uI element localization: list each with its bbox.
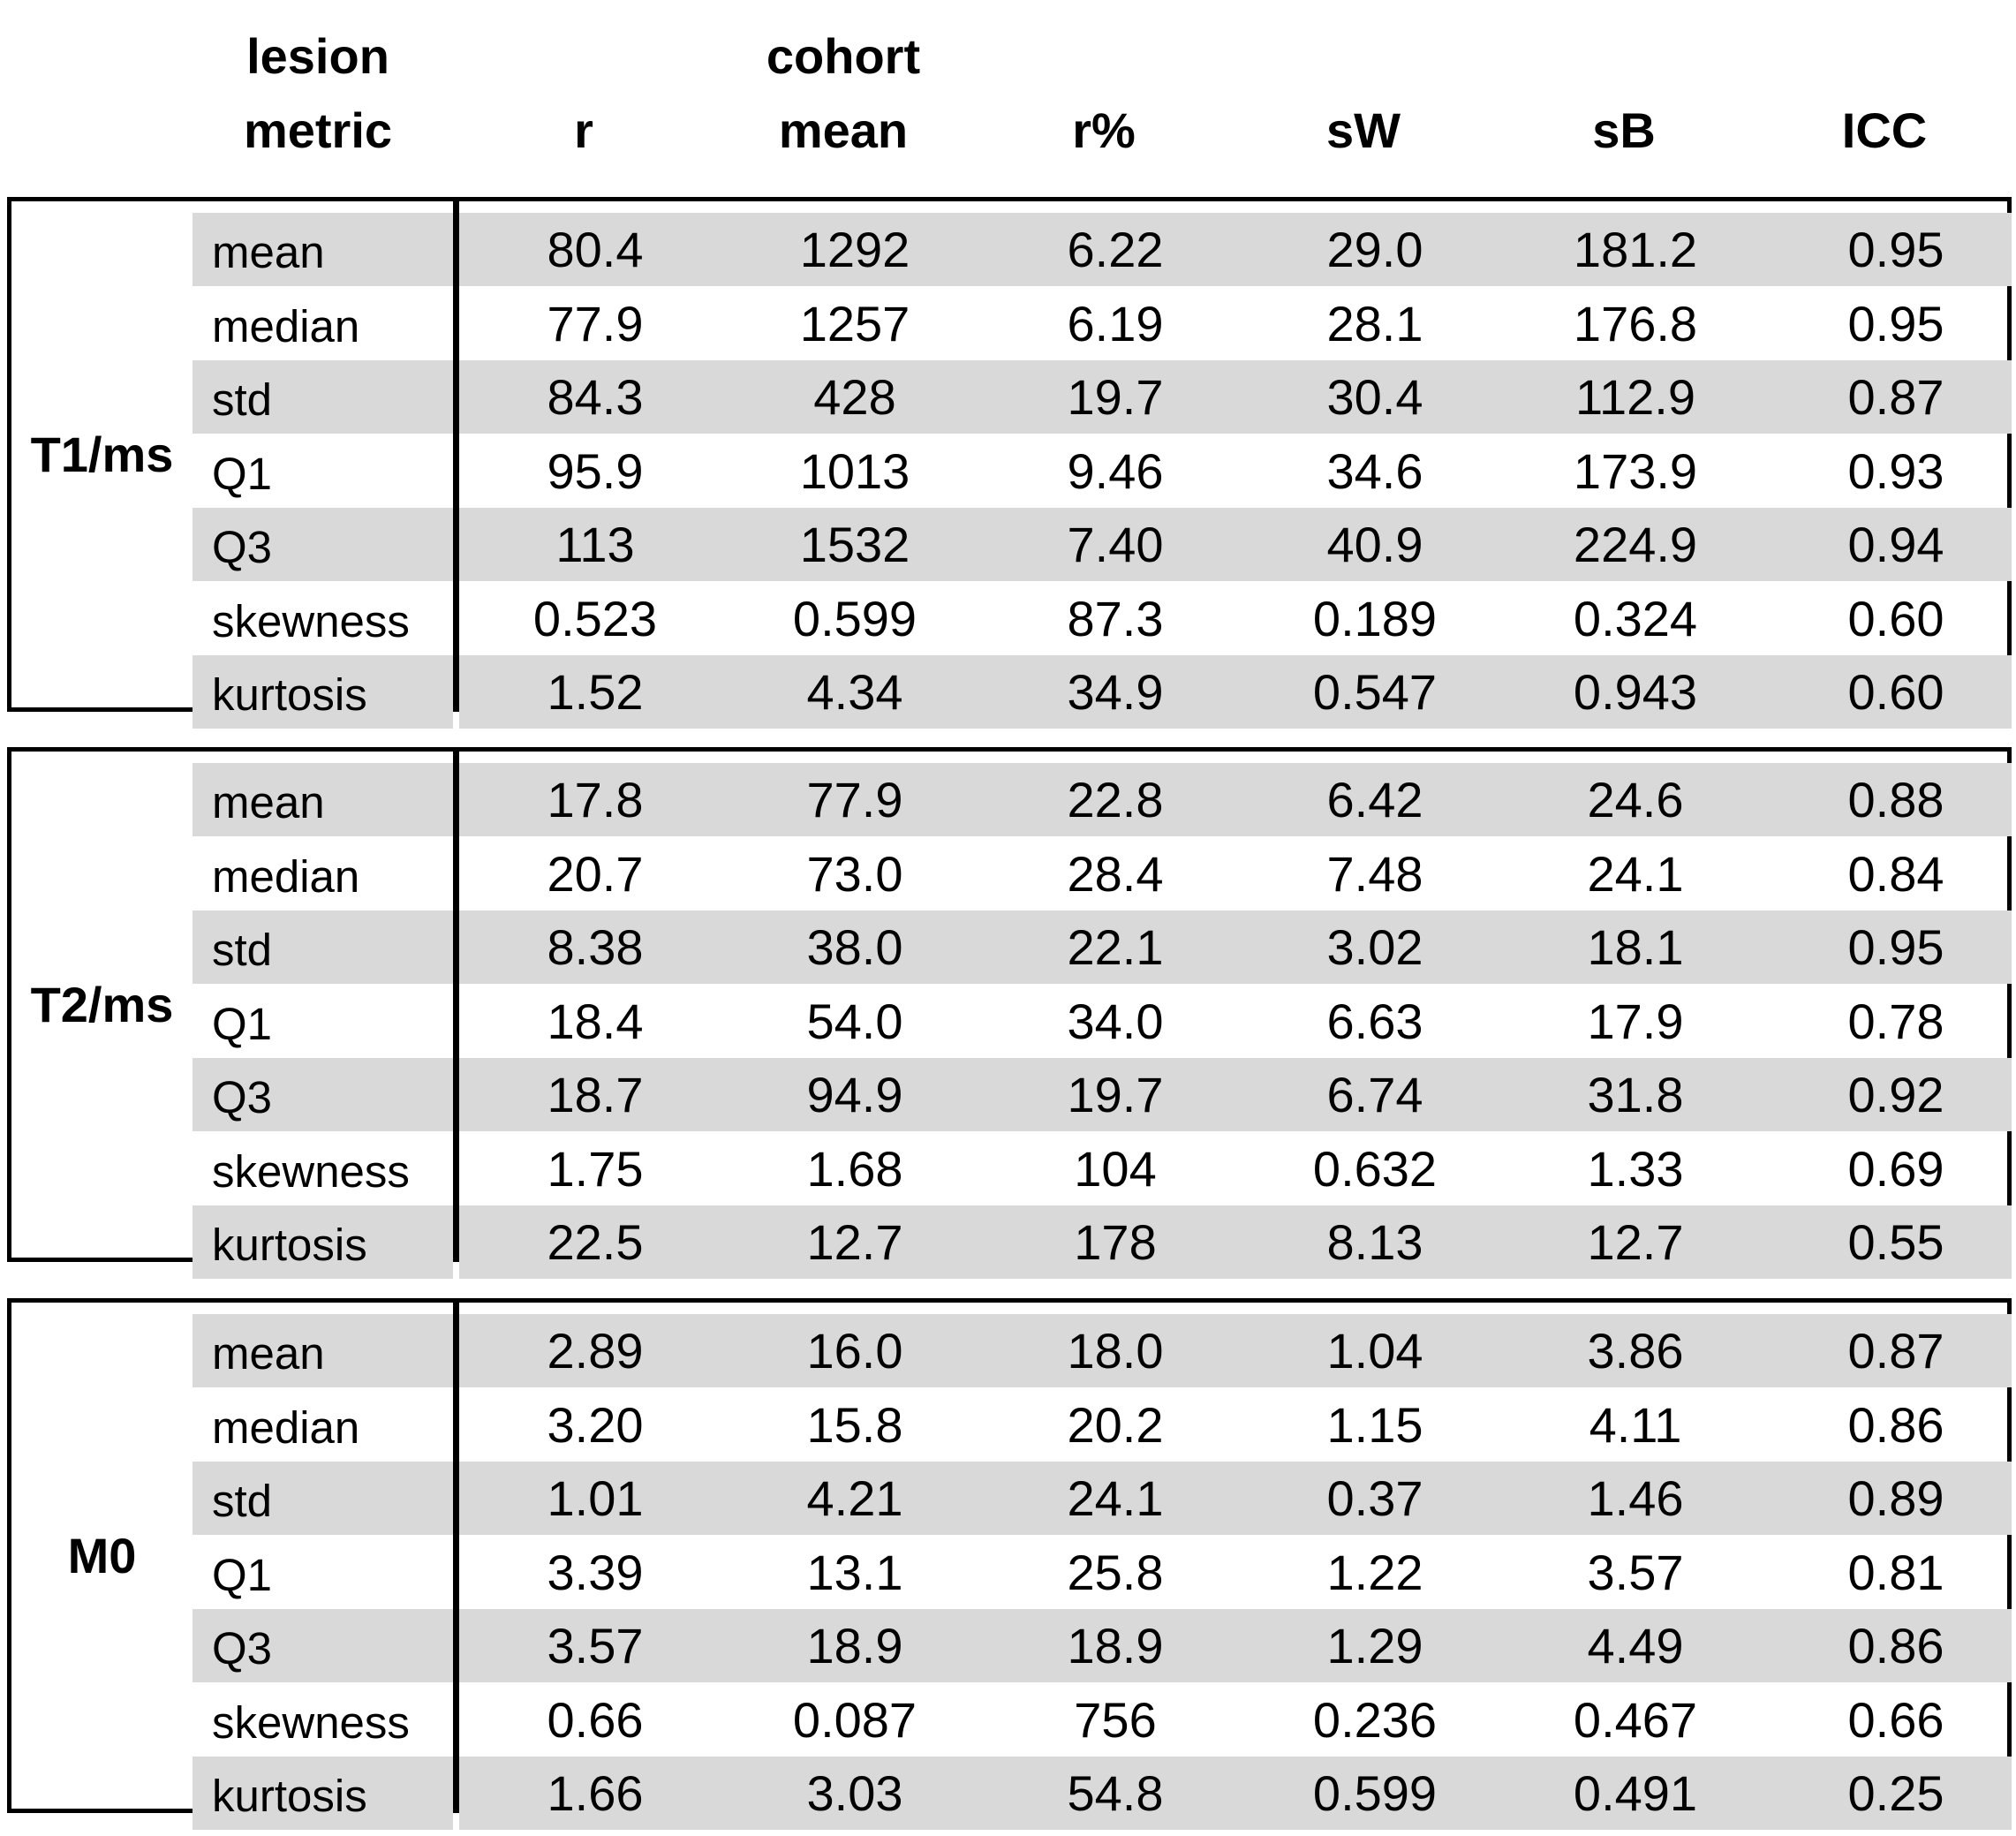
value-cell: 0.547 (1312, 664, 1438, 720)
metric-label: Q1 (212, 448, 273, 499)
table-row (193, 287, 2012, 360)
table-row (193, 582, 2012, 655)
metric-label: mean (212, 1328, 325, 1379)
table-row (193, 655, 2012, 729)
metric-label: std (212, 1476, 273, 1526)
m0-block (7, 1298, 2012, 1821)
table-row (193, 1058, 2012, 1131)
value-cell: 0.189 (1312, 590, 1438, 646)
value-cell: 30.4 (1326, 369, 1423, 425)
value-cell: 3.39 (547, 1544, 644, 1600)
value-cell: 87.3 (1067, 590, 1164, 646)
metric-label: median (212, 850, 360, 902)
value-cell: 8.13 (1326, 1214, 1423, 1270)
value-cell: 1.75 (547, 1140, 644, 1197)
value-cell: 24.1 (1067, 1470, 1164, 1526)
value-cell: 2.89 (547, 1323, 644, 1379)
value-cell: 6.63 (1326, 993, 1423, 1049)
value-cell: 0.92 (1847, 1067, 1944, 1122)
value-cell: 0.25 (1847, 1765, 1944, 1821)
table-row (193, 1205, 2012, 1279)
metric-cell (193, 1609, 453, 1682)
value-cell: 0.86 (1847, 1618, 1944, 1674)
header-cohort-mean-line1: cohort (766, 28, 921, 84)
value-cell: 112.9 (1575, 369, 1695, 425)
value-cell: 0.523 (532, 590, 658, 646)
table-row (193, 213, 2012, 286)
metric-cell (193, 837, 453, 910)
value-cell: 428 (813, 369, 896, 425)
metric-label: std (212, 374, 273, 425)
metric-cell (193, 287, 453, 360)
value-cell: 18.7 (547, 1067, 644, 1122)
header-r-percent: r% (1072, 102, 1136, 158)
value-cell: 0.78 (1847, 993, 1944, 1049)
value-cell: 77.9 (806, 772, 903, 827)
value-cell: 0.37 (1326, 1470, 1423, 1526)
value-cell: 3.57 (1587, 1544, 1684, 1600)
metric-label: Q1 (212, 998, 273, 1049)
table-row (193, 1462, 2012, 1535)
value-cell: 0.087 (792, 1691, 917, 1748)
value-cell: 0.66 (547, 1691, 644, 1748)
value-cell: 0.94 (1847, 517, 1944, 572)
value-cell: 0.87 (1847, 1323, 1944, 1379)
metric-cell (193, 1536, 453, 1609)
metric-cell (193, 360, 453, 434)
value-cell: 22.5 (547, 1214, 644, 1270)
metric-label: Q3 (212, 522, 273, 572)
value-cell: 24.6 (1587, 772, 1684, 827)
vertical-divider (453, 752, 459, 1258)
metric-label: Q3 (212, 1623, 273, 1674)
value-cell: 3.57 (547, 1618, 644, 1674)
value-cell: 0.60 (1847, 590, 1944, 646)
table-row (193, 1132, 2012, 1205)
value-cell: 54.8 (1067, 1765, 1164, 1821)
value-cell: 22.8 (1067, 772, 1164, 827)
value-cell: 0.84 (1847, 845, 1944, 902)
value-cell: 4.21 (806, 1470, 903, 1526)
value-cell: 54.0 (806, 993, 903, 1049)
value-cell: 38.0 (806, 919, 903, 975)
value-cell: 28.4 (1067, 845, 1164, 902)
value-cell: 15.8 (806, 1396, 903, 1453)
value-cell: 0.324 (1573, 590, 1698, 646)
metric-cell (193, 1388, 453, 1462)
t1-block (7, 197, 2012, 720)
value-cell: 181.2 (1573, 222, 1698, 277)
value-cell: 6.19 (1067, 295, 1164, 351)
value-cell: 40.9 (1326, 517, 1423, 572)
value-cell: 8.38 (547, 919, 644, 975)
value-cell: 1.68 (806, 1140, 903, 1197)
value-cell: 0.87 (1847, 369, 1944, 425)
value-cell: 16.0 (806, 1323, 903, 1379)
value-cell: 3.02 (1326, 919, 1423, 975)
metric-cell (193, 213, 453, 286)
table-row (193, 434, 2012, 508)
metric-label: median (212, 1402, 360, 1453)
table-row (193, 360, 2012, 434)
value-cell: 1292 (799, 222, 910, 277)
value-cell: 18.0 (1067, 1323, 1164, 1379)
metric-label: kurtosis (212, 1220, 367, 1270)
value-cell: 80.4 (547, 222, 644, 277)
table-header (0, 0, 2016, 177)
metric-label: mean (212, 227, 325, 277)
metric-label: kurtosis (212, 1771, 367, 1821)
value-cell: 1257 (799, 295, 910, 351)
value-cell: 29.0 (1326, 222, 1423, 277)
value-cell: 7.48 (1326, 845, 1423, 902)
value-cell: 12.7 (1587, 1214, 1684, 1270)
value-cell: 3.20 (547, 1396, 644, 1453)
value-cell: 0.55 (1847, 1214, 1944, 1270)
value-cell: 0.60 (1847, 664, 1944, 720)
metric-label: kurtosis (212, 669, 367, 720)
value-cell: 13.1 (806, 1544, 903, 1600)
value-cell: 6.74 (1326, 1067, 1423, 1122)
metric-label: median (212, 300, 360, 351)
metric-label: skewness (212, 595, 410, 646)
value-cell: 34.6 (1326, 442, 1423, 499)
table-row (193, 1683, 2012, 1757)
metric-cell (193, 1132, 453, 1205)
value-cell: 9.46 (1067, 442, 1164, 499)
value-cell: 73.0 (806, 845, 903, 902)
value-cell: 31.8 (1587, 1067, 1684, 1122)
value-cell: 756 (1074, 1691, 1157, 1748)
value-cell: 0.86 (1847, 1396, 1944, 1453)
metric-cell (193, 985, 453, 1058)
value-cell: 18.4 (547, 993, 644, 1049)
metric-label: Q1 (212, 1549, 273, 1600)
group-label: T2/ms (30, 977, 174, 1032)
metric-cell (193, 910, 453, 984)
table-row (193, 910, 2012, 984)
value-cell: 84.3 (547, 369, 644, 425)
value-cell: 24.1 (1587, 845, 1684, 902)
value-cell: 0.88 (1847, 772, 1944, 827)
value-cell: 18.9 (806, 1618, 903, 1674)
value-cell: 1.22 (1326, 1544, 1423, 1600)
value-cell: 1.04 (1326, 1323, 1423, 1379)
value-cell: 17.8 (547, 772, 644, 827)
value-cell: 176.8 (1573, 295, 1698, 351)
value-cell: 1.66 (547, 1765, 644, 1821)
value-cell: 20.2 (1067, 1396, 1164, 1453)
value-cell: 0.599 (792, 590, 917, 646)
vertical-divider (453, 1303, 459, 1809)
metric-cell (193, 1683, 453, 1757)
value-cell: 0.467 (1573, 1691, 1698, 1748)
metric-cell (193, 763, 453, 836)
header-metric-line1: lesion (246, 28, 389, 84)
header-sw: sW (1326, 102, 1401, 158)
table-row (193, 1314, 2012, 1387)
metric-label: skewness (212, 1145, 410, 1197)
value-cell: 12.7 (806, 1214, 903, 1270)
value-cell: 0.491 (1573, 1765, 1698, 1821)
value-cell: 4.34 (806, 664, 903, 720)
value-cell: 1532 (799, 517, 910, 572)
metric-cell (193, 1314, 453, 1387)
value-cell: 4.11 (1589, 1396, 1682, 1453)
value-cell: 0.95 (1847, 295, 1944, 351)
value-cell: 6.42 (1326, 772, 1423, 827)
metric-cell (193, 434, 453, 508)
value-cell: 0.95 (1847, 222, 1944, 277)
metric-label: Q3 (212, 1072, 273, 1122)
value-cell: 3.03 (806, 1765, 903, 1821)
value-cell: 1.33 (1587, 1140, 1684, 1197)
metric-label: skewness (212, 1696, 410, 1748)
value-cell: 17.9 (1587, 993, 1684, 1049)
value-cell: 7.40 (1067, 517, 1164, 572)
table-row (193, 837, 2012, 910)
value-cell: 0.632 (1312, 1140, 1438, 1197)
value-cell: 4.49 (1587, 1618, 1684, 1674)
value-cell: 0.66 (1847, 1691, 1944, 1748)
value-cell: 94.9 (806, 1067, 903, 1122)
value-cell: 1.01 (547, 1470, 644, 1526)
table-row (193, 1757, 2012, 1830)
value-cell: 1.15 (1326, 1396, 1423, 1453)
value-cell: 178 (1074, 1214, 1157, 1270)
metric-cell (193, 1058, 453, 1131)
value-cell: 19.7 (1067, 1067, 1164, 1122)
value-cell: 1.52 (547, 664, 644, 720)
value-cell: 6.22 (1067, 222, 1164, 277)
metric-cell (193, 508, 453, 581)
value-cell: 0.236 (1312, 1691, 1438, 1748)
value-cell: 95.9 (547, 442, 644, 499)
value-cell: 20.7 (547, 845, 644, 902)
value-cell: 1.29 (1326, 1618, 1423, 1674)
value-cell: 1013 (799, 442, 910, 499)
header-r: r (574, 102, 593, 158)
value-cell: 1.46 (1587, 1470, 1684, 1526)
value-cell: 104 (1074, 1140, 1157, 1197)
value-cell: 22.1 (1067, 919, 1164, 975)
group-label: T1/ms (30, 427, 174, 482)
value-cell: 0.69 (1847, 1140, 1944, 1197)
value-cell: 0.81 (1847, 1544, 1944, 1600)
value-cell: 0.95 (1847, 919, 1944, 975)
value-cell: 18.9 (1067, 1618, 1164, 1674)
table-row (193, 1609, 2012, 1682)
metric-label: std (212, 925, 273, 975)
group-label: M0 (67, 1528, 137, 1583)
value-cell: 3.86 (1587, 1323, 1684, 1379)
metric-cell (193, 1462, 453, 1535)
value-cell: 224.9 (1573, 517, 1698, 572)
value-cell: 173.9 (1573, 442, 1698, 499)
value-cell: 77.9 (547, 295, 644, 351)
value-cell: 0.89 (1847, 1470, 1944, 1526)
header-metric-line2: metric (243, 102, 393, 158)
metric-cell (193, 1757, 453, 1830)
vertical-divider (453, 201, 459, 707)
value-cell: 113 (555, 517, 635, 572)
value-cell: 19.7 (1067, 369, 1164, 425)
table-row (193, 985, 2012, 1058)
value-cell: 28.1 (1326, 295, 1423, 351)
table-row (193, 1388, 2012, 1462)
value-cell: 0.93 (1847, 442, 1944, 499)
metric-label: mean (212, 777, 325, 827)
value-cell: 34.9 (1067, 664, 1164, 720)
header-icc: ICC (1841, 102, 1928, 158)
metric-cell (193, 582, 453, 655)
header-sb: sB (1592, 102, 1656, 158)
table-row (193, 763, 2012, 836)
table-row (193, 508, 2012, 581)
metric-cell (193, 1205, 453, 1279)
value-cell: 34.0 (1067, 993, 1164, 1049)
t2-block (7, 747, 2012, 1270)
value-cell: 0.943 (1573, 664, 1698, 720)
value-cell: 25.8 (1067, 1544, 1164, 1600)
metric-cell (193, 655, 453, 729)
header-cohort-mean-line2: mean (778, 102, 909, 158)
value-cell: 0.599 (1312, 1765, 1438, 1821)
value-cell: 18.1 (1587, 919, 1684, 975)
table-row (193, 1536, 2012, 1609)
